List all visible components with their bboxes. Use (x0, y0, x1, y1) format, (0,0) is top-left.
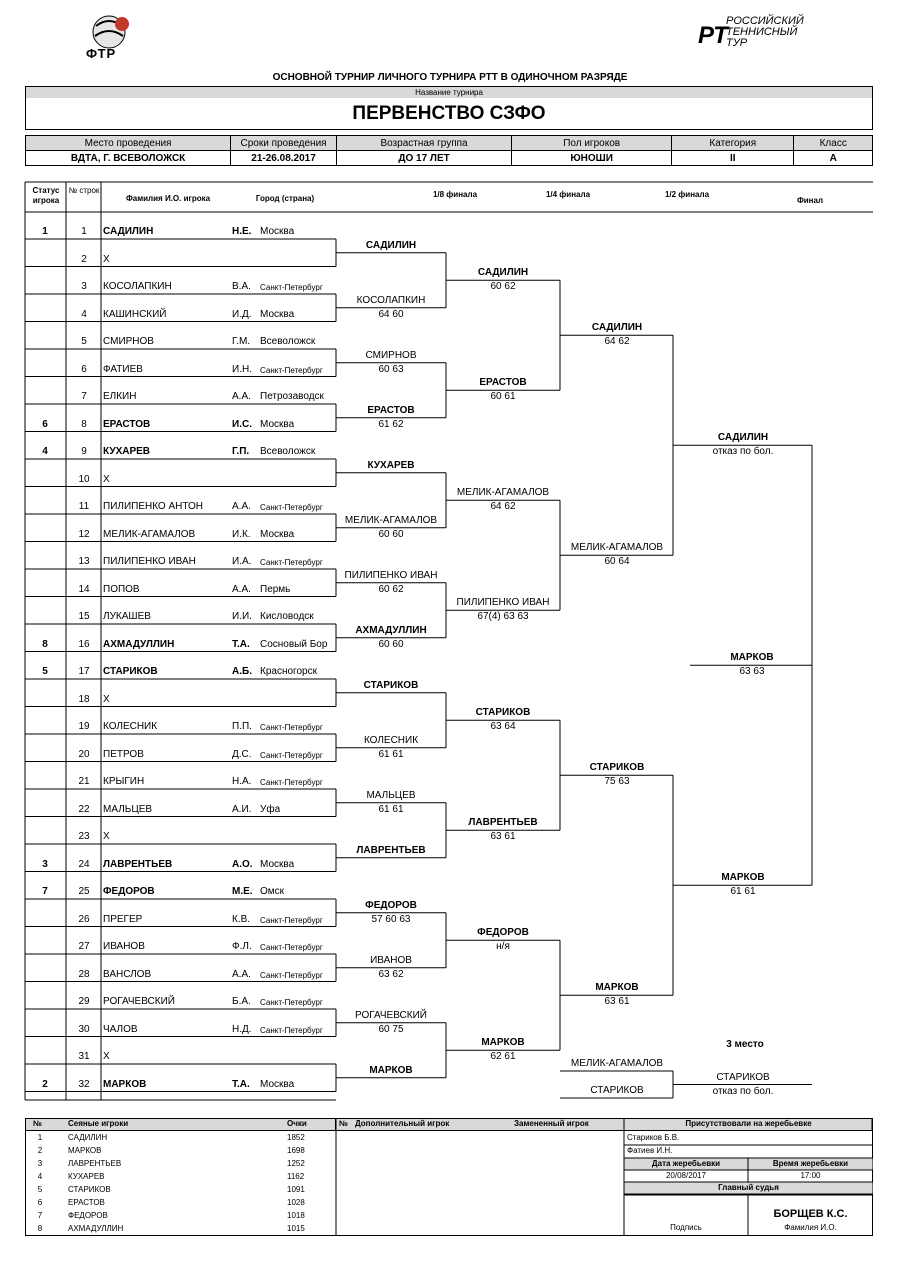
player-city: Санкт-Петербург (260, 503, 323, 512)
tournament-label: Название турнира (415, 88, 483, 97)
r32-winner-name: САДИЛИН (365, 239, 417, 251)
seed-col-name: Сеяные игроки (68, 1119, 129, 1128)
r32-winner-name: ФЕДОРОВ (365, 899, 417, 911)
r32-winner-name: АХМАДУЛЛИН (355, 624, 427, 636)
sf-winner-name: САДИЛИН (717, 432, 769, 444)
sf-winner-name: МАРКОВ (721, 872, 765, 884)
player-number: 22 (78, 803, 90, 815)
r32-winner-name: КОЛЕСНИК (363, 734, 419, 746)
extra-col-num: № (339, 1119, 348, 1128)
third-place-player-2: СТАРИКОВ (590, 1085, 644, 1096)
player-number: 1 (81, 226, 87, 237)
player-number: 10 (78, 473, 90, 485)
player-name: ПИЛИПЕНКО ИВАН (103, 556, 196, 567)
rtt-logo-mark: РТ (698, 22, 728, 49)
player-city: Сосновый Бор (260, 638, 328, 650)
player-status: 7 (42, 886, 48, 897)
player-initials: И.Д. (232, 308, 252, 320)
player-name: Х (103, 473, 110, 485)
tournament-name: ПЕРВЕНСТВО СЗФО (352, 103, 546, 124)
r16-winner-name: МАРКОВ (481, 1037, 525, 1049)
qf-winner-score: 75 63 (604, 776, 630, 788)
qf-winner-name: САДИЛИН (591, 322, 643, 334)
seed-points: 1091 (287, 1185, 305, 1194)
player-number: 3 (81, 281, 87, 292)
player-initials: А.Б. (232, 666, 252, 677)
player-initials: А.А. (232, 583, 251, 595)
player-number: 2 (81, 253, 87, 265)
r32-winner-name: СТАРИКОВ (363, 679, 419, 691)
player-name: Х (103, 831, 110, 842)
player-name: ВАНСЛОВ (103, 968, 152, 980)
player-name: ПИЛИПЕНКО АНТОН (103, 501, 204, 512)
r16-winner-score: 64 62 (490, 501, 516, 513)
qf-winner-name: СТАРИКОВ (589, 762, 645, 774)
player-initials: Б.А. (232, 996, 251, 1007)
player-number: 14 (78, 583, 90, 595)
player-initials: М.Е. (232, 886, 253, 897)
seed-points: 1162 (287, 1172, 305, 1181)
player-city: Санкт-Петербург (260, 998, 323, 1007)
info-venue: ВДТА, Г. ВСЕВОЛОЖСК (26, 151, 231, 166)
player-city: Санкт-Петербург (260, 1025, 323, 1035)
player-number: 12 (78, 528, 90, 540)
r16-winner-name: САДИЛИН (477, 267, 529, 279)
col-qf-header: 1/4 финала (545, 190, 591, 199)
col-city-header: Город (страна) (255, 194, 315, 203)
col-name-header: Фамилия И.О. игрока (125, 194, 211, 203)
player-city: Санкт-Петербург (260, 970, 323, 980)
r32-winner-score: 60 62 (378, 583, 404, 595)
third-place-player-1: МЕЛИК-АГАМАЛОВ (570, 1058, 664, 1069)
r32-winner-name: РОГАЧЕВСКИЙ (355, 1009, 427, 1021)
col-num-header: № строк (68, 186, 100, 195)
seed-number: 1 (37, 1133, 43, 1142)
r32-winner-score: 60 75 (378, 1023, 404, 1035)
player-city: Петрозаводск (260, 391, 324, 402)
player-number: 9 (81, 446, 87, 457)
player-city: Омск (260, 886, 285, 897)
draw-date: 20/08/2017 (665, 1171, 707, 1180)
player-name: МАРКОВ (103, 1078, 147, 1090)
player-number: 20 (78, 748, 90, 760)
player-initials: И.Н. (232, 363, 252, 375)
player-status: 2 (42, 1078, 48, 1090)
player-initials: А.А. (232, 391, 251, 402)
col-final-header: Финал (796, 196, 824, 205)
rtt-logo-line3: ТУР (726, 37, 748, 49)
player-number: 13 (78, 556, 90, 567)
r32-winner-name: МЕЛИК-АГАМАЛОВ (344, 514, 438, 526)
player-initials: Д.С. (232, 748, 252, 760)
seed-number: 3 (37, 1159, 43, 1168)
r16-winner-name: ФЕДОРОВ (477, 927, 529, 939)
info-label-dates: Сроки проведения (231, 136, 337, 151)
seed-points: 1018 (287, 1211, 305, 1220)
player-number: 7 (81, 391, 87, 402)
qf-winner-score: 60 64 (604, 556, 630, 568)
r32-winner-score: 60 63 (378, 363, 404, 375)
player-initials: А.А. (232, 968, 251, 980)
r16-winner-name: ЛАВРЕНТЬЕВ (468, 817, 538, 829)
r32-winner-name: ПИЛИПЕНКО ИВАН (344, 569, 438, 581)
player-number: 27 (78, 941, 90, 952)
player-initials: П.П. (232, 721, 252, 732)
r16-winner-name: ПИЛИПЕНКО ИВАН (456, 597, 550, 609)
col-r16-header: 1/8 финала (432, 190, 478, 199)
r16-winner-name: СТАРИКОВ (475, 707, 531, 719)
player-initials: Т.А. (232, 638, 250, 650)
player-name: Х (103, 253, 110, 265)
info-label-age: Возрастная группа (336, 136, 511, 151)
present-header: Присутствовали на жеребьевке (685, 1119, 812, 1128)
seed-number: 2 (37, 1146, 43, 1155)
player-name: Х (103, 1051, 110, 1062)
player-name: Х (103, 693, 110, 705)
player-city: Санкт-Петербург (260, 365, 323, 375)
player-number: 32 (78, 1078, 90, 1090)
player-initials: А.И. (232, 803, 252, 815)
player-name: КУХАРЕВ (103, 446, 151, 457)
player-city: Красногорск (260, 666, 317, 677)
seed-col-num: № (33, 1119, 42, 1128)
player-initials: Т.А. (232, 1078, 250, 1090)
player-number: 25 (78, 886, 90, 897)
player-city: Москва (260, 1078, 295, 1090)
player-name: КРЫГИН (103, 776, 145, 787)
qf-winner-name: МАРКОВ (595, 982, 639, 994)
player-status: 3 (42, 858, 48, 870)
signature-label: Подпись (670, 1223, 702, 1232)
r16-winner-name: МЕЛИК-АГАМАЛОВ (456, 487, 550, 499)
player-name: ПОПОВ (103, 583, 140, 595)
seed-number: 7 (37, 1211, 43, 1220)
present-person-1: Стариков Б.В. (627, 1133, 680, 1142)
player-name: КОСОЛАПКИН (103, 281, 172, 292)
player-number: 24 (78, 858, 90, 870)
r32-winner-score: 61 61 (378, 748, 404, 760)
player-city: Уфа (260, 803, 281, 815)
player-city: Москва (260, 308, 295, 320)
player-name: ЕЛКИН (103, 391, 137, 402)
player-initials: И.С. (232, 418, 252, 430)
info-label-category: Категория (672, 136, 794, 151)
player-city: Пермь (260, 583, 291, 595)
player-number: 15 (78, 611, 90, 622)
sf-winner-score: 61 61 (730, 886, 756, 898)
r32-winner-name: КОСОЛАПКИН (356, 294, 426, 306)
qf-winner-name: МЕЛИК-АГАМАЛОВ (570, 542, 664, 554)
seed-points: 1252 (287, 1159, 305, 1168)
r16-winner-name: ЕРАСТОВ (479, 377, 527, 389)
player-city: Всеволожск (260, 336, 316, 347)
r32-winner-name: СМИРНОВ (365, 349, 417, 361)
r16-winner-score: 60 62 (490, 281, 516, 293)
player-name: СТАРИКОВ (103, 666, 158, 677)
seed-name: АХМАДУЛЛИН (68, 1224, 124, 1233)
seed-number: 6 (37, 1198, 43, 1207)
seed-number: 4 (37, 1172, 43, 1181)
player-name: ЕРАСТОВ (103, 418, 151, 430)
document-title: ОСНОВНОЙ ТУРНИР ЛИЧНОГО ТУРНИРА РТТ В ОДИНОЧНОМ РАЗРЯДЕ (272, 72, 628, 83)
r16-winner-score: 62 61 (490, 1051, 516, 1063)
player-number: 29 (78, 996, 90, 1007)
player-status: 5 (42, 666, 48, 677)
r16-winner-score: 67(4) 63 63 (477, 611, 529, 623)
referee-label: Главный судья (718, 1183, 779, 1192)
player-number: 26 (78, 913, 90, 925)
rtt-logo-line1: РОССИЙСКИЙ (726, 15, 804, 27)
rtt-logo-line2: ТЕННИСНЫЙ (726, 26, 798, 38)
player-number: 6 (81, 363, 87, 375)
draw-time: 17:00 (800, 1171, 821, 1180)
player-name: ПРЕГЕР (103, 913, 143, 925)
fio-label: Фамилия И.О. (784, 1223, 837, 1232)
seed-number: 8 (37, 1224, 43, 1233)
player-number: 17 (78, 666, 90, 677)
r32-winner-score: 61 61 (378, 803, 404, 815)
player-name: ЧАЛОВ (103, 1023, 138, 1035)
player-name: ПЕТРОВ (103, 748, 144, 760)
draw-date-label: Дата жеребьевки (651, 1159, 721, 1168)
player-name: РОГАЧЕВСКИЙ (103, 996, 175, 1007)
third-place-title: 3 место (726, 1039, 764, 1050)
seed-points: 1852 (287, 1133, 305, 1142)
final-winner-name: МАРКОВ (730, 652, 774, 664)
seed-name: САДИЛИН (68, 1133, 108, 1142)
player-status: 6 (42, 418, 48, 430)
footer (25, 1118, 873, 1236)
seed-number: 5 (37, 1185, 43, 1194)
player-initials: Г.М. (232, 336, 251, 347)
player-city: Москва (260, 418, 295, 430)
player-city: Москва (260, 528, 295, 540)
qf-winner-score: 63 61 (604, 996, 630, 1008)
player-initials: К.В. (232, 913, 251, 925)
seed-points: 1698 (287, 1146, 305, 1155)
player-city: Санкт-Петербург (260, 943, 323, 952)
col-status-header: Статус игрока (32, 186, 60, 205)
player-name: ФАТИЕВ (103, 363, 143, 375)
info-label-class: Класс (794, 136, 873, 151)
player-status: 4 (42, 446, 48, 457)
r16-winner-score: н/я (496, 941, 510, 953)
referee-name: БОРЩЕВ К.С. (773, 1208, 848, 1220)
player-initials: В.А. (232, 281, 251, 292)
player-city: Санкт-Петербург (260, 915, 323, 925)
player-city: Санкт-Петербург (260, 778, 323, 787)
player-name: КАШИНСКИЙ (103, 308, 167, 320)
col-sf-header: 1/2 финала (664, 190, 710, 199)
info-category: II (672, 151, 794, 166)
player-initials: Н.Е. (232, 226, 252, 237)
r32-winner-name: МАРКОВ (369, 1064, 413, 1076)
player-number: 11 (78, 501, 90, 512)
player-name: МЕЛИК-АГАМАЛОВ (103, 528, 196, 540)
seed-name: МАРКОВ (68, 1146, 102, 1155)
seed-name: ЕРАСТОВ (68, 1198, 105, 1207)
info-label-venue: Место проведения (26, 136, 231, 151)
player-initials: И.И. (232, 611, 252, 622)
r32-winner-name: ЛАВРЕНТЬЕВ (356, 844, 426, 856)
player-initials: И.К. (232, 528, 251, 540)
player-city: Всеволожск (260, 446, 316, 457)
r32-winner-name: ЕРАСТОВ (367, 404, 415, 416)
player-city: Москва (260, 858, 295, 870)
player-city: Санкт-Петербург (260, 723, 323, 732)
info-class: А (794, 151, 873, 166)
info-age: ДО 17 ЛЕТ (336, 151, 511, 166)
player-initials: Н.Д. (232, 1023, 252, 1035)
player-initials: Н.А. (232, 776, 252, 787)
r32-winner-name: ИВАНОВ (370, 954, 412, 966)
player-number: 28 (78, 968, 90, 980)
seed-points: 1028 (287, 1198, 305, 1207)
r32-winner-score: 57 60 63 (371, 913, 411, 925)
player-name: КОЛЕСНИК (103, 721, 158, 732)
player-number: 30 (78, 1023, 90, 1035)
extra-col-replaced: Замененный игрок (514, 1119, 589, 1128)
player-initials: Г.П. (232, 446, 250, 457)
r32-winner-name: КУХАРЕВ (367, 459, 415, 471)
player-city: Санкт-Петербург (260, 283, 323, 292)
player-number: 21 (78, 776, 90, 787)
player-number: 4 (81, 308, 87, 320)
player-city: Москва (260, 226, 295, 237)
r32-winner-name: МАЛЬЦЕВ (366, 789, 416, 801)
present-person-2: Фатиев И.Н. (627, 1146, 673, 1155)
seed-name: ФЕДОРОВ (68, 1211, 108, 1220)
third-place-winner: СТАРИКОВ (716, 1071, 770, 1083)
player-city: Санкт-Петербург (260, 558, 323, 567)
info-gender: ЮНОШИ (512, 151, 672, 166)
sf-winner-score: отказ по бол. (712, 446, 774, 458)
player-number: 31 (78, 1051, 90, 1062)
seed-name: СТАРИКОВ (68, 1185, 111, 1194)
info-label-gender: Пол игроков (512, 136, 672, 151)
player-number: 23 (78, 831, 90, 842)
r16-winner-score: 63 61 (490, 831, 516, 843)
extra-col-extra: Дополнительный игрок (355, 1119, 450, 1128)
player-name: САДИЛИН (103, 226, 154, 237)
r32-winner-score: 61 62 (378, 418, 404, 430)
player-city: Санкт-Петербург (260, 750, 323, 760)
r16-winner-score: 60 61 (490, 391, 516, 403)
third-place-score: отказ по бол. (712, 1085, 774, 1097)
draw-time-label: Время жеребьевки (772, 1159, 849, 1168)
player-number: 18 (78, 693, 90, 705)
player-initials: И.А. (232, 556, 252, 567)
seed-col-points: Очки (287, 1119, 307, 1128)
seed-name: КУХАРЕВ (68, 1172, 105, 1181)
player-number: 5 (81, 336, 87, 347)
qf-winner-score: 64 62 (604, 336, 630, 348)
player-number: 16 (78, 638, 90, 650)
player-initials: А.О. (232, 858, 253, 870)
player-name: АХМАДУЛЛИН (103, 638, 175, 650)
player-initials: Ф.Л. (232, 941, 252, 952)
r32-winner-score: 60 60 (378, 528, 404, 540)
info-dates: 21-26.08.2017 (231, 151, 337, 166)
r32-winner-score: 63 62 (378, 968, 404, 980)
seed-points: 1015 (287, 1224, 305, 1233)
player-name: ЛАВРЕНТЬЕВ (103, 858, 173, 870)
player-name: СМИРНОВ (103, 336, 154, 347)
player-number: 8 (81, 418, 87, 430)
player-status: 8 (42, 638, 48, 650)
ftr-logo-text: ФТР (86, 46, 117, 61)
player-name: ФЕДОРОВ (103, 886, 155, 897)
player-number: 19 (78, 721, 90, 732)
final-winner-score: 63 63 (739, 666, 765, 678)
r32-winner-score: 64 60 (378, 308, 404, 320)
r32-winner-score: 60 60 (378, 638, 404, 650)
seed-name: ЛАВРЕНТЬЕВ (68, 1159, 122, 1168)
player-initials: А.А. (232, 501, 251, 512)
player-name: ИВАНОВ (103, 941, 145, 952)
player-name: МАЛЬЦЕВ (103, 803, 153, 815)
r16-winner-score: 63 64 (490, 721, 516, 733)
player-city: Кисловодск (260, 611, 314, 622)
player-name: ЛУКАШЕВ (103, 611, 151, 622)
player-status: 1 (42, 226, 48, 237)
